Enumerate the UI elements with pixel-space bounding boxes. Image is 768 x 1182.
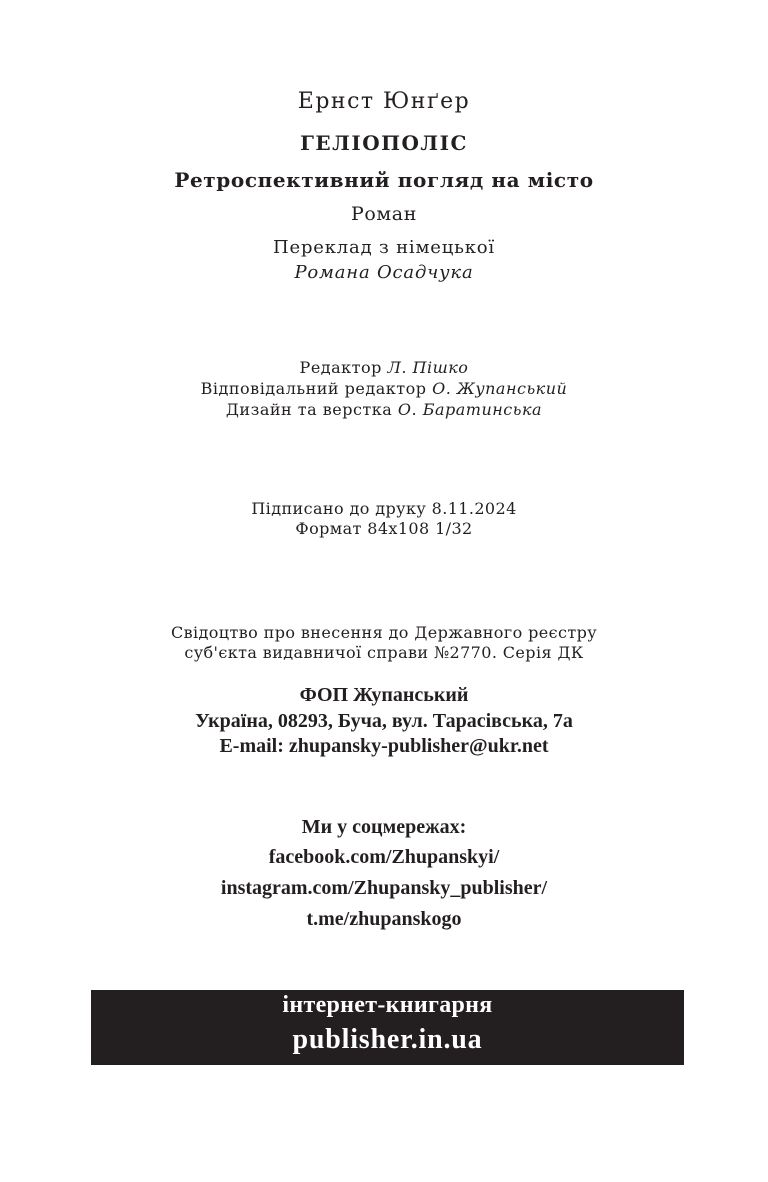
translation-note: Переклад з німецької [273,237,495,258]
social-heading: Ми у соцмережах: [301,816,467,838]
social-link-telegram[interactable]: t.me/zhupanskogo [306,908,462,930]
credit-role: Дизайн та верстка [225,400,393,419]
certificate-line-2: суб'єкта видавничої справи №2770. Серія ДК [184,643,584,662]
publisher-address: Україна, 08293, Буча, вул. Тарасівська, 7а [195,710,573,732]
credit-person: О. Баратинська [397,400,543,419]
banner-url-link[interactable]: publisher.in.ua [292,1024,483,1055]
author-name: Ернст Юнґер [297,89,471,114]
book-title: ГЕЛІОПОЛІС [300,131,468,155]
credit-person: Л. Пішко [387,358,469,377]
book-subtitle: Ретроспективний погляд на місто [174,168,594,192]
banner-label: інтернет-книгарня [282,992,493,1018]
publisher-name: ФОП Жупанський [299,684,469,706]
book-genre: Роман [351,203,417,225]
print-format: Формат 84х108 1/32 [295,519,473,538]
social-link-facebook[interactable]: facebook.com/Zhupanskyi/ [268,846,500,868]
credit-editor [0,359,768,377]
social-link-instagram[interactable]: instagram.com/Zhupansky_publisher/ [220,877,548,899]
credit-role: Редактор [299,358,382,377]
certificate-line-1: Свідоцтво про внесення до Державного реєстру [170,623,598,642]
credit-person: О. Жупанський [432,379,568,398]
bookstore-banner [91,990,684,1065]
translator-name: Романа Осадчука [294,262,474,283]
credit-design-layout [0,401,768,419]
credit-responsible-editor [0,380,768,398]
credit-role: Відповідальний редактор [200,379,427,398]
print-signed-date: Підписано до друку 8.11.2024 [251,499,517,518]
publisher-email[interactable]: E-mail: zhupansky-publisher@ukr.net [219,735,549,757]
